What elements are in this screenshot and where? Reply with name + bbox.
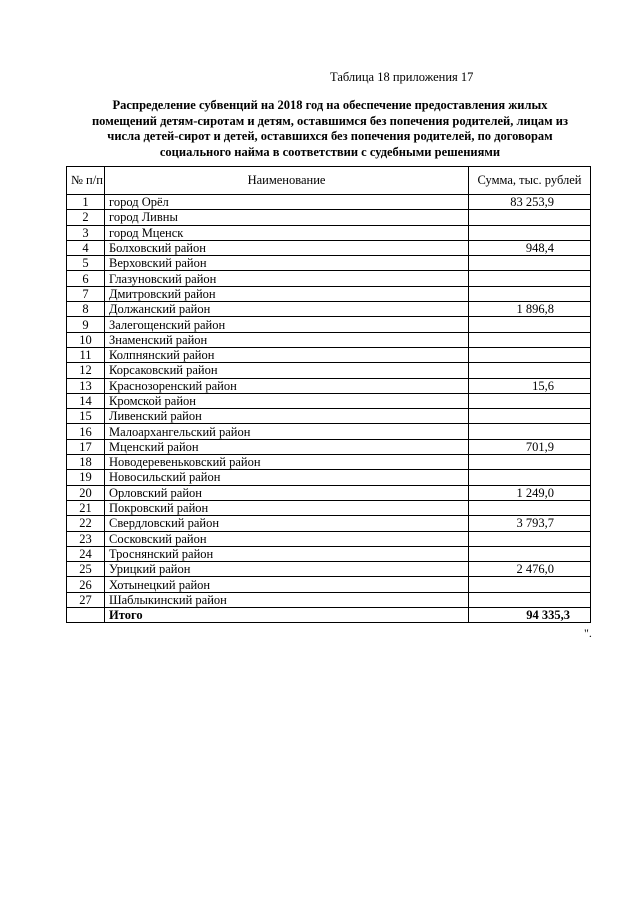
- cell-sum: [469, 500, 591, 515]
- cell-name: Новодеревеньковский район: [105, 455, 469, 470]
- table-row: [67, 256, 591, 271]
- table-row: [67, 470, 591, 485]
- cell-number: 21: [67, 500, 105, 515]
- cell-name: Кромской район: [105, 393, 469, 408]
- table-row: [67, 546, 591, 561]
- cell-sum: [469, 455, 591, 470]
- cell-sum: [469, 332, 591, 347]
- table-row: [67, 317, 591, 332]
- table-row: [67, 500, 591, 515]
- cell-number: 25: [67, 562, 105, 577]
- column-header-name: Наименование: [105, 167, 469, 195]
- cell-number: 4: [67, 240, 105, 255]
- cell-name: Свердловский район: [105, 516, 469, 531]
- cell-number: 2: [67, 210, 105, 225]
- cell-sum: [469, 531, 591, 546]
- cell-name: Троснянский район: [105, 546, 469, 561]
- cell-name: Должанский район: [105, 302, 469, 317]
- cell-number: 18: [67, 455, 105, 470]
- cell-name: Дмитровский район: [105, 286, 469, 301]
- cell-sum: [469, 271, 591, 286]
- cell-number: 1: [67, 195, 105, 210]
- cell-number: 8: [67, 302, 105, 317]
- cell-sum: [469, 424, 591, 439]
- table-row: [67, 393, 591, 408]
- cell-number: 5: [67, 256, 105, 271]
- cell-name: Знаменский район: [105, 332, 469, 347]
- cell-sum: 3 793,7: [469, 516, 591, 531]
- cell-sum: [469, 470, 591, 485]
- table-row: [67, 409, 591, 424]
- table-header-row: [67, 167, 591, 195]
- table-row: [67, 562, 591, 577]
- table-row: [67, 378, 591, 393]
- cell-sum: [469, 347, 591, 362]
- cell-sum: [469, 393, 591, 408]
- cell-sum: 948,4: [469, 240, 591, 255]
- cell-name: Малоархангельский район: [105, 424, 469, 439]
- table-row: [67, 485, 591, 500]
- table-row: [67, 516, 591, 531]
- closing-quote-mark: ".: [584, 626, 592, 640]
- cell-number: 24: [67, 546, 105, 561]
- cell-sum: 15,6: [469, 378, 591, 393]
- table-row: [67, 347, 591, 362]
- table-row: [67, 271, 591, 286]
- cell-name: город Ливны: [105, 210, 469, 225]
- table-row: [67, 363, 591, 378]
- table-row: [67, 210, 591, 225]
- cell-sum: 701,9: [469, 439, 591, 454]
- cell-sum: [469, 592, 591, 607]
- table-row: [67, 455, 591, 470]
- cell-name: Верховский район: [105, 256, 469, 271]
- cell-name: Мценский район: [105, 439, 469, 454]
- cell-sum: [469, 210, 591, 225]
- cell-name: Орловский район: [105, 485, 469, 500]
- cell-name: город Мценск: [105, 225, 469, 240]
- cell-number: 6: [67, 271, 105, 286]
- cell-number: 7: [67, 286, 105, 301]
- cell-number: 15: [67, 409, 105, 424]
- table-row: [67, 240, 591, 255]
- cell-name: город Орёл: [105, 195, 469, 210]
- table-row: [67, 332, 591, 347]
- cell-number: 10: [67, 332, 105, 347]
- table-caption: Таблица 18 приложения 17: [330, 70, 474, 84]
- table-row: [67, 225, 591, 240]
- cell-sum: 2 476,0: [469, 562, 591, 577]
- cell-name: Корсаковский район: [105, 363, 469, 378]
- table-row: [67, 531, 591, 546]
- cell-number: 23: [67, 531, 105, 546]
- table-row: [67, 424, 591, 439]
- cell-sum: 1 896,8: [469, 302, 591, 317]
- table-row: [67, 286, 591, 301]
- cell-number: 14: [67, 393, 105, 408]
- table-body: [67, 195, 591, 623]
- cell-number: 26: [67, 577, 105, 592]
- cell-number: [67, 608, 105, 623]
- table-row: [67, 302, 591, 317]
- cell-name: Новосильский район: [105, 470, 469, 485]
- table-row: [67, 577, 591, 592]
- cell-sum: [469, 363, 591, 378]
- cell-sum: [469, 577, 591, 592]
- column-header-number: № п/п: [67, 167, 105, 195]
- cell-name: Урицкий район: [105, 562, 469, 577]
- cell-number: 3: [67, 225, 105, 240]
- table-row: [67, 195, 591, 210]
- cell-sum: [469, 256, 591, 271]
- table-row: [67, 592, 591, 607]
- cell-name: Колпнянский район: [105, 347, 469, 362]
- cell-name: Покровский район: [105, 500, 469, 515]
- cell-sum: [469, 546, 591, 561]
- cell-name: Болховский район: [105, 240, 469, 255]
- cell-number: 16: [67, 424, 105, 439]
- cell-sum: [469, 317, 591, 332]
- column-header-sum: Сумма, тыс. рублей: [469, 167, 591, 195]
- cell-sum: [469, 286, 591, 301]
- cell-number: 20: [67, 485, 105, 500]
- cell-name: Краснозоренский район: [105, 378, 469, 393]
- cell-name: Шаблыкинский район: [105, 592, 469, 607]
- cell-number: 13: [67, 378, 105, 393]
- cell-number: 22: [67, 516, 105, 531]
- cell-sum: 1 249,0: [469, 485, 591, 500]
- cell-sum: 94 335,3: [469, 608, 591, 623]
- cell-name: Ливенский район: [105, 409, 469, 424]
- cell-sum: [469, 409, 591, 424]
- cell-name: Глазуновский район: [105, 271, 469, 286]
- document-title: Распределение субвенций на 2018 год на обеспечение предоставления жилых помещений детям-сиротам и детям, оставшимся без попечения родителей, лицам из числа детей-сирот и детей, оставшихся без попечения родителей, по договорам социального найма в соответствии с судебными решениями: [91, 98, 569, 159]
- cell-number: 19: [67, 470, 105, 485]
- cell-number: 9: [67, 317, 105, 332]
- cell-name: Итого: [105, 608, 469, 623]
- cell-sum: [469, 225, 591, 240]
- table-row: [67, 439, 591, 454]
- table-total-row: [67, 608, 591, 623]
- cell-sum: 83 253,9: [469, 195, 591, 210]
- cell-number: 11: [67, 347, 105, 362]
- cell-number: 17: [67, 439, 105, 454]
- cell-name: Сосковский район: [105, 531, 469, 546]
- cell-number: 12: [67, 363, 105, 378]
- cell-name: Залегощенский район: [105, 317, 469, 332]
- subvention-table: [66, 166, 591, 623]
- cell-name: Хотынецкий район: [105, 577, 469, 592]
- cell-number: 27: [67, 592, 105, 607]
